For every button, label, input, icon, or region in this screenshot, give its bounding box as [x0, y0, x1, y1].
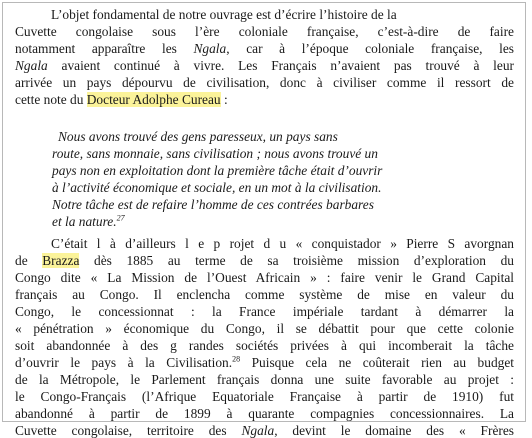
text-run: et la nature. — [52, 214, 117, 229]
quote-line — [52, 146, 378, 161]
italic-term: Ngala — [193, 41, 227, 56]
paragraph-line — [15, 287, 514, 302]
footnote-ref: 28 — [232, 354, 241, 364]
text-run: : — [220, 92, 228, 107]
document-page — [2, 2, 526, 438]
paragraph-line — [51, 236, 514, 251]
paragraph-line — [15, 75, 514, 90]
paragraph-line — [15, 355, 514, 370]
paragraph-line — [15, 372, 514, 387]
text-run: L’objet fondamental de notre ouvrage est d’écrire l’histoire de la — [51, 7, 397, 22]
text-run: C’était l à d’ailleurs l e p rojet d u « conquistador » Pierre S avorgnan — [51, 236, 514, 251]
text-run: avaient continué à vivre. Les Français n’avaient pas trouvé à leur — [47, 58, 514, 73]
quote-line — [58, 129, 338, 144]
text-run: cette note du — [15, 92, 87, 107]
paragraph-line — [15, 253, 514, 268]
text-run: pays non en exploitation dont la première tâche était d’ouvrir — [52, 163, 383, 178]
paragraph-line — [15, 406, 514, 421]
quote-line — [52, 197, 374, 212]
text-run: à l’activité économique et sociale, en un mot à la civilisation. — [52, 180, 382, 195]
text-run: arrivée un pays dépourvu de civilisation, donc à civiliser comme il ressort de — [15, 75, 514, 90]
paragraph-line — [15, 423, 514, 438]
paragraph-line — [15, 389, 514, 404]
text-run: Cuvette congolaise, territoire des — [15, 423, 242, 438]
quote-line — [52, 214, 125, 229]
text-run: « pénétration » économique du Congo, il se débattit pour que cette colonie — [15, 321, 514, 336]
text-run: notamment apparaître les — [15, 41, 194, 56]
quote-line — [52, 180, 381, 195]
paragraph-line — [15, 304, 514, 319]
paragraph-line — [15, 58, 514, 73]
italic-term: Ngala — [15, 58, 48, 73]
text-run: soit abandonnée à des g randes sociétés privées à qui incomberait la tâche — [15, 338, 514, 353]
text-run: Nous avons trouvé des gens paresseux, un pays sans — [58, 129, 338, 144]
paragraph-line — [51, 7, 514, 22]
text-run: français au Congo. Il enclencha comme système de mise en valeur du — [15, 287, 514, 302]
paragraph-line — [15, 41, 514, 56]
text-run: , devint le domaine des « Frères — [274, 423, 515, 438]
text-run: , car à l’époque coloniale française, les — [226, 41, 514, 56]
text-run: Notre tâche est de refaire l’homme de ces contrées barbares — [52, 197, 374, 212]
paragraph-line — [15, 338, 514, 353]
text-run: dès 1885 au terme de sa troisième mission d’exploration du — [79, 253, 514, 268]
paragraph-line — [15, 270, 514, 285]
text-run: le Congo-Français (l’Afrique Equatoriale Française à partir de 1910) fut — [15, 389, 514, 404]
paragraph-line — [15, 321, 514, 336]
quote-line — [52, 163, 382, 178]
italic-term: Ngala — [241, 423, 275, 438]
text-run: abandonné à partir de 1899 à quarante compagnies concessionnaires. La — [15, 406, 514, 421]
text-run: route, sans monnaie, sans civilisation ; nous avons trouvé un — [52, 146, 378, 161]
text-run: Cuvette congolaise sous l’ère coloniale française, c’est-à-dire de faire — [15, 24, 514, 39]
highlighted-name: Brazza — [42, 253, 80, 268]
text-run: Puisque cela ne coûterait rien au budget — [240, 355, 514, 370]
paragraph-line — [15, 92, 228, 107]
footnote-ref: 27 — [116, 213, 125, 223]
text-run: d’ouvrir le pays à la Civilisation. — [15, 355, 233, 370]
text-run: de la Métropole, le Parlement français donna une suite favorable au projet : — [15, 372, 514, 387]
text-run: Congo, le concessionnat : la France impériale tardant à démarrer la — [15, 304, 514, 319]
text-run: de — [15, 253, 43, 268]
highlighted-name: Docteur Adolphe Cureau — [86, 92, 221, 107]
text-run: Congo dite « La Mission de l’Ouest Africain » : faire venir le Grand Capital — [15, 270, 514, 285]
paragraph-line — [15, 24, 514, 39]
